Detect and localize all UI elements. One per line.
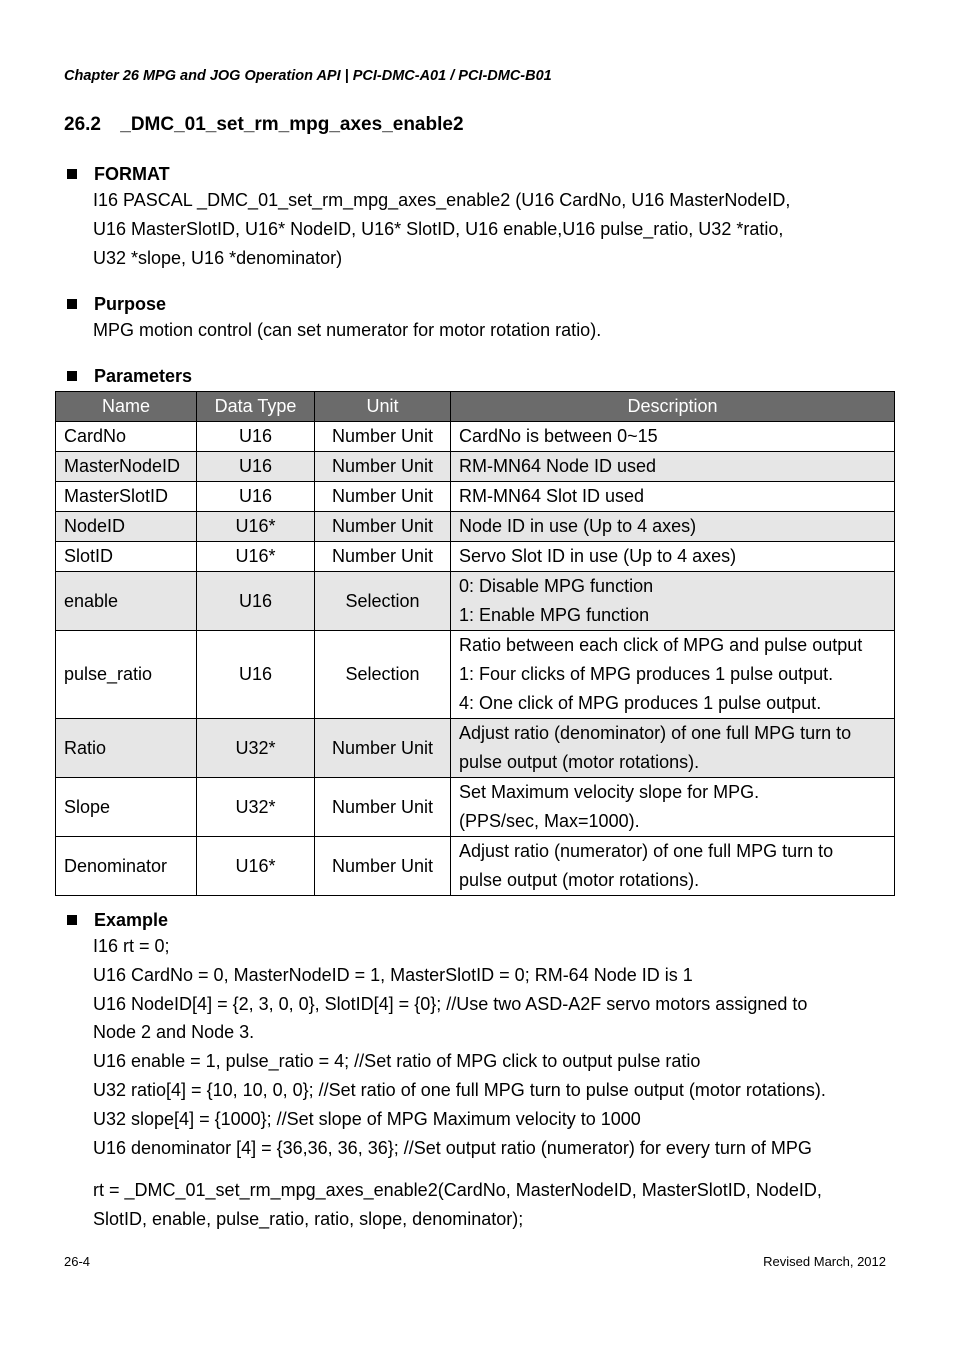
format-line: U16 MasterSlotID, U16* NodeID, U16* SlotID, U16 enable,U16 pulse_ratio, U32 *ratio,	[93, 218, 784, 239]
table-row	[56, 778, 895, 837]
param-unit: Number Unit	[315, 452, 451, 482]
example-body	[93, 932, 904, 1234]
param-type: U16*	[197, 837, 315, 896]
section-number: 26.2	[64, 114, 101, 135]
param-desc	[451, 631, 895, 719]
parameters-heading	[64, 364, 904, 388]
desc-line: 1: Four clicks of MPG produces 1 pulse output.	[459, 664, 834, 684]
desc-line: Servo Slot ID in use (Up to 4 axes)	[459, 546, 737, 566]
table-row	[56, 482, 895, 512]
param-desc	[451, 778, 895, 837]
desc-line: pulse output (motor rotations).	[459, 752, 700, 772]
param-name: MasterNodeID	[56, 452, 197, 482]
format-heading-label: FORMAT	[94, 163, 170, 184]
format-line: I16 PASCAL _DMC_01_set_rm_mpg_axes_enable2 (U16 CardNo, U16 MasterNodeID,	[93, 190, 791, 210]
table-row	[56, 542, 895, 572]
param-name: SlotID	[56, 542, 197, 572]
section-heading: _DMC_01_set_rm_mpg_axes_enable2	[120, 114, 464, 135]
column-header: Unit	[315, 392, 451, 422]
page-header: Chapter 26 MPG and JOG Operation API | PCI-DMC-A01 / PCI-DMC-B01	[64, 68, 552, 84]
code-line: U16 denominator [4] = {36,36, 36, 36}; //Set output ratio (numerator) for every turn of MPG	[93, 1137, 812, 1158]
table-row	[56, 512, 895, 542]
desc-line: RM-MN64 Slot ID used	[459, 486, 645, 506]
purpose-body	[93, 316, 904, 345]
param-name: Slope	[56, 778, 197, 837]
table-row	[56, 837, 895, 896]
param-type: U16	[197, 482, 315, 512]
column-header: Name	[56, 392, 197, 422]
param-unit: Number Unit	[315, 512, 451, 542]
param-type: U32*	[197, 719, 315, 778]
format-line: U32 *slope, U16 *denominator)	[93, 247, 343, 268]
table-row	[56, 422, 895, 452]
format-heading	[64, 162, 904, 186]
desc-line: 1: Enable MPG function	[459, 605, 650, 625]
param-type: U16	[197, 422, 315, 452]
code-line: U16 NodeID[4] = {2, 3, 0, 0}, SlotID[4] = {0}; //Use two ASD-A2F servo motors assigned to	[93, 993, 808, 1014]
table-row	[56, 452, 895, 482]
desc-line: Node ID in use (Up to 4 axes)	[459, 516, 697, 536]
param-unit: Number Unit	[315, 422, 451, 452]
table-row	[56, 719, 895, 778]
param-unit: Selection	[315, 631, 451, 719]
bullet-square-icon	[67, 371, 77, 381]
bullet-square-icon	[67, 169, 77, 179]
example-heading-label: Example	[94, 909, 169, 930]
desc-line: CardNo is between 0~15	[459, 426, 658, 446]
param-unit: Number Unit	[315, 778, 451, 837]
example-heading	[64, 908, 904, 932]
desc-line: RM-MN64 Node ID used	[459, 456, 657, 476]
bullet-square-icon	[67, 299, 77, 309]
code-line: rt = _DMC_01_set_rm_mpg_axes_enable2(CardNo, MasterNodeID, MasterSlotID, NodeID,	[93, 1180, 822, 1201]
parameters-table	[55, 391, 895, 896]
table-row	[56, 572, 895, 631]
table-header-row	[56, 392, 895, 422]
param-type: U16	[197, 452, 315, 482]
param-type: U16*	[197, 512, 315, 542]
format-body	[93, 186, 904, 272]
purpose-text: MPG motion control (can set numerator for motor rotation ratio).	[93, 320, 602, 340]
desc-line: Ratio between each click of MPG and pulse output	[459, 635, 863, 655]
param-desc	[451, 837, 895, 896]
format-section	[64, 162, 904, 272]
param-unit: Number Unit	[315, 542, 451, 572]
code-line: U16 enable = 1, pulse_ratio = 4; //Set ratio of MPG click to output pulse ratio	[93, 1051, 701, 1072]
section-title	[64, 114, 464, 136]
param-desc	[451, 512, 895, 542]
param-desc	[451, 719, 895, 778]
desc-line: Adjust ratio (denominator) of one full MPG turn to	[459, 723, 852, 743]
param-type: U16*	[197, 542, 315, 572]
param-desc	[451, 452, 895, 482]
desc-line: Adjust ratio (numerator) of one full MPG turn to	[459, 841, 834, 861]
parameters-section	[64, 364, 904, 388]
column-header: Data Type	[197, 392, 315, 422]
param-desc	[451, 422, 895, 452]
table-row	[56, 631, 895, 719]
example-section	[64, 908, 904, 1234]
param-type: U16	[197, 572, 315, 631]
desc-line: 0: Disable MPG function	[459, 576, 654, 596]
code-line: U16 CardNo = 0, MasterNodeID = 1, MasterSlotID = 0; RM-64 Node ID is 1	[93, 964, 693, 985]
param-name: Ratio	[56, 719, 197, 778]
page-number: 26-4	[64, 1254, 91, 1269]
param-name: NodeID	[56, 512, 197, 542]
param-unit: Selection	[315, 572, 451, 631]
param-name: CardNo	[56, 422, 197, 452]
param-unit: Number Unit	[315, 837, 451, 896]
purpose-heading	[64, 292, 904, 316]
param-type: U32*	[197, 778, 315, 837]
code-line: U32 ratio[4] = {10, 10, 0, 0}; //Set ratio of one full MPG turn to pulse output (motor rotations).	[93, 1079, 826, 1100]
desc-line: (PPS/sec, Max=1000).	[459, 811, 640, 831]
param-name: Denominator	[56, 837, 197, 896]
param-name: pulse_ratio	[56, 631, 197, 719]
desc-line: pulse output (motor rotations).	[459, 870, 700, 890]
code-line: U32 slope[4] = {1000}; //Set slope of MPG Maximum velocity to 1000	[93, 1108, 641, 1129]
param-name: MasterSlotID	[56, 482, 197, 512]
revision-date: Revised March, 2012	[763, 1254, 886, 1269]
desc-line: 4: One click of MPG produces 1 pulse output.	[459, 693, 822, 713]
code-line: I16 rt = 0;	[93, 936, 170, 956]
code-line: SlotID, enable, pulse_ratio, ratio, slope, denominator);	[93, 1209, 524, 1230]
param-desc	[451, 542, 895, 572]
code-line: Node 2 and Node 3.	[93, 1022, 255, 1043]
param-name: enable	[56, 572, 197, 631]
param-unit: Number Unit	[315, 719, 451, 778]
param-type: U16	[197, 631, 315, 719]
purpose-heading-label: Purpose	[94, 293, 167, 314]
column-header: Description	[451, 392, 895, 422]
purpose-section	[64, 292, 904, 345]
param-unit: Number Unit	[315, 482, 451, 512]
param-desc	[451, 572, 895, 631]
bullet-square-icon	[67, 915, 77, 925]
desc-line: Set Maximum velocity slope for MPG.	[459, 782, 760, 802]
parameters-heading-label: Parameters	[94, 365, 193, 386]
param-desc	[451, 482, 895, 512]
